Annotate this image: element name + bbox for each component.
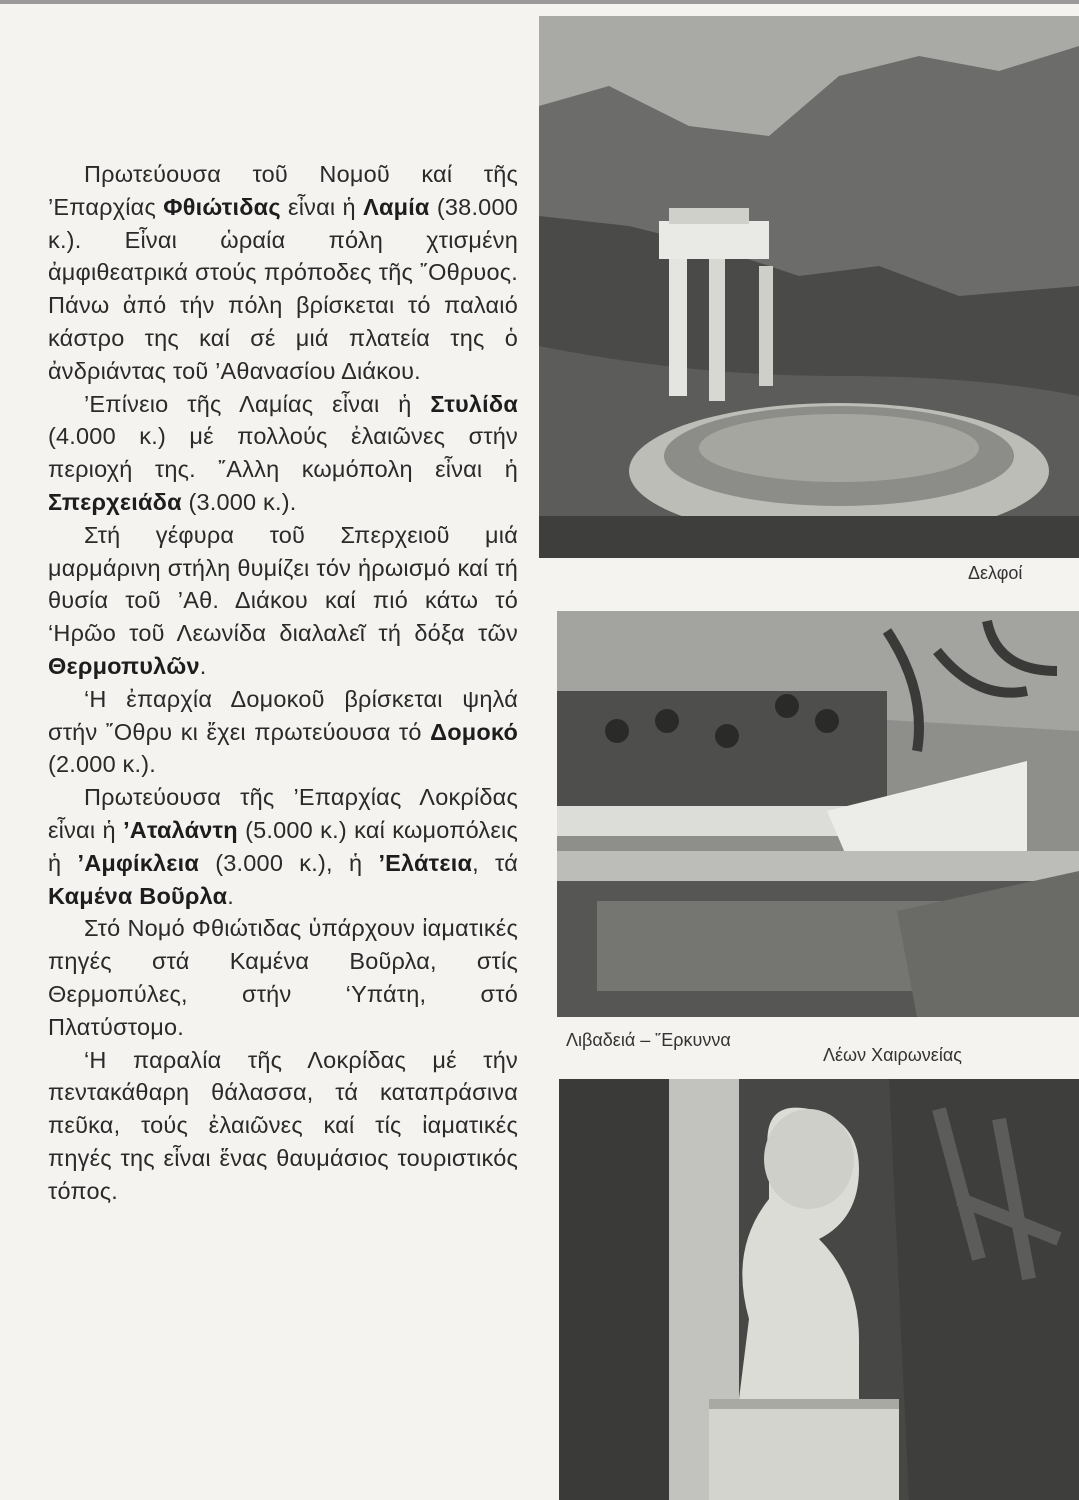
- lion-chaeronea-image: [559, 1079, 1079, 1500]
- delphi-tholos-image: [539, 16, 1079, 558]
- text-run: ‘Η παραλία τῆς Λοκρίδας μέ τήν πεντακάθαρη θάλασσα, τά καταπράσινα πεῦκα, τούς ἐλαιῶνες καί τίς ἰαματικές πηγές της εἶναι ἕνας θαυμάσιος τουριστικός τόπος.: [48, 1046, 518, 1204]
- bold-place-name: Καμένα Βοῦρλα: [48, 882, 228, 909]
- bold-place-name: Σπερχειάδα: [48, 488, 182, 515]
- photo-livadeia: [557, 611, 1079, 1017]
- paragraph: [48, 1044, 518, 1208]
- text-run: Στό Νομό Φθιώτιδας ὑπάρχουν ἰαματικές πηγές στά Καμένα Βοῦρλα, στίς Θερμοπύλες, στήν ‘Υπάτη, στό Πλατύστομο.: [48, 915, 518, 1040]
- paragraph: [48, 388, 518, 519]
- paragraph: [48, 683, 518, 781]
- bold-place-name: ’Ελάτεια: [378, 849, 473, 876]
- paragraph: [48, 912, 518, 1043]
- text-run: Στή γέφυρα τοῦ Σπερχειοῦ μιά μαρμάρινη στήλη θυμίζει τόν ἡρωισμό καί τή θυσία τοῦ ’Αθ. Διάκου καί πιό κάτω τό ‘Ηρῶο τοῦ Λεωνίδα διαλαλεῖ τή δόξα τῶν: [48, 521, 518, 647]
- text-run: (4.000 κ.) μέ πολλούς ἐλαιῶνες στήν περιοχή της. ῎Αλλη κωμόπολη εἶναι ἡ: [48, 423, 518, 483]
- text-run: (5.000 κ.) καί κωμοπόλεις ἡ: [48, 816, 518, 876]
- text-run: (38.000 κ.). Εἶναι ὡραία πόλη χτισμένη ἀμφιθεατρικά στούς πρόποδες τῆς ῎Οθρυος. Πάνω ἀπό τήν πόλη βρίσκεται τό παλαιό κάστρο της καί σέ μιά πλατεία της ὁ ἀνδριάντας τοῦ ’Αθανασίου Διάκου.: [48, 193, 518, 384]
- text-run: ’Επίνειο τῆς Λαμίας εἶναι ἡ: [84, 390, 431, 417]
- text-run: (3.000 κ.), ἡ: [199, 849, 379, 876]
- paragraph: [48, 781, 518, 912]
- livadeia-erkyna-image: [557, 611, 1079, 1017]
- text-run: Πρωτεύουσα τοῦ Νομοῦ καί τῆς ’Επαρχίας: [48, 161, 518, 220]
- bold-place-name: ’Αταλάντη: [123, 816, 238, 843]
- caption-lion: Λέων Χαιρωνείας: [823, 1045, 962, 1065]
- bold-place-name: Δομοκό: [430, 718, 518, 745]
- paragraph: [48, 519, 518, 683]
- bold-place-name: ’Αμφίκλεια: [77, 849, 200, 876]
- text-run: ‘Η ἐπαρχία Δομοκοῦ βρίσκεται ψηλά στήν ῎Οθρυ κι ἔχει πρωτεύουσα τό: [48, 685, 518, 745]
- text-run: εἶναι ἡ: [280, 193, 364, 220]
- text-run: , τά: [472, 849, 518, 876]
- bold-place-name: Στυλίδα: [430, 390, 518, 417]
- paragraph: [48, 158, 518, 388]
- caption-livadeia: Λιβαδειά – ῞Ερκυννα: [566, 1030, 731, 1050]
- bold-place-name: Λαμία: [363, 193, 430, 220]
- text-run: (2.000 κ.).: [48, 751, 156, 778]
- caption-delphi: Δελφοί: [968, 563, 1023, 583]
- article-text: [48, 158, 518, 1208]
- photo-delphi: [539, 16, 1079, 558]
- text-run: (3.000 κ.).: [181, 488, 297, 515]
- bold-place-name: Θερμοπυλῶν: [48, 652, 200, 679]
- bold-place-name: Φθιώτιδας: [163, 193, 281, 220]
- text-run: .: [199, 652, 207, 679]
- text-run: Πρωτεύουσα τῆς ’Επαρχίας Λοκρίδας εἶναι ἡ: [48, 784, 518, 843]
- text-run: .: [227, 882, 235, 909]
- page-top-edge: [0, 0, 1079, 4]
- photo-lion: [559, 1079, 1079, 1500]
